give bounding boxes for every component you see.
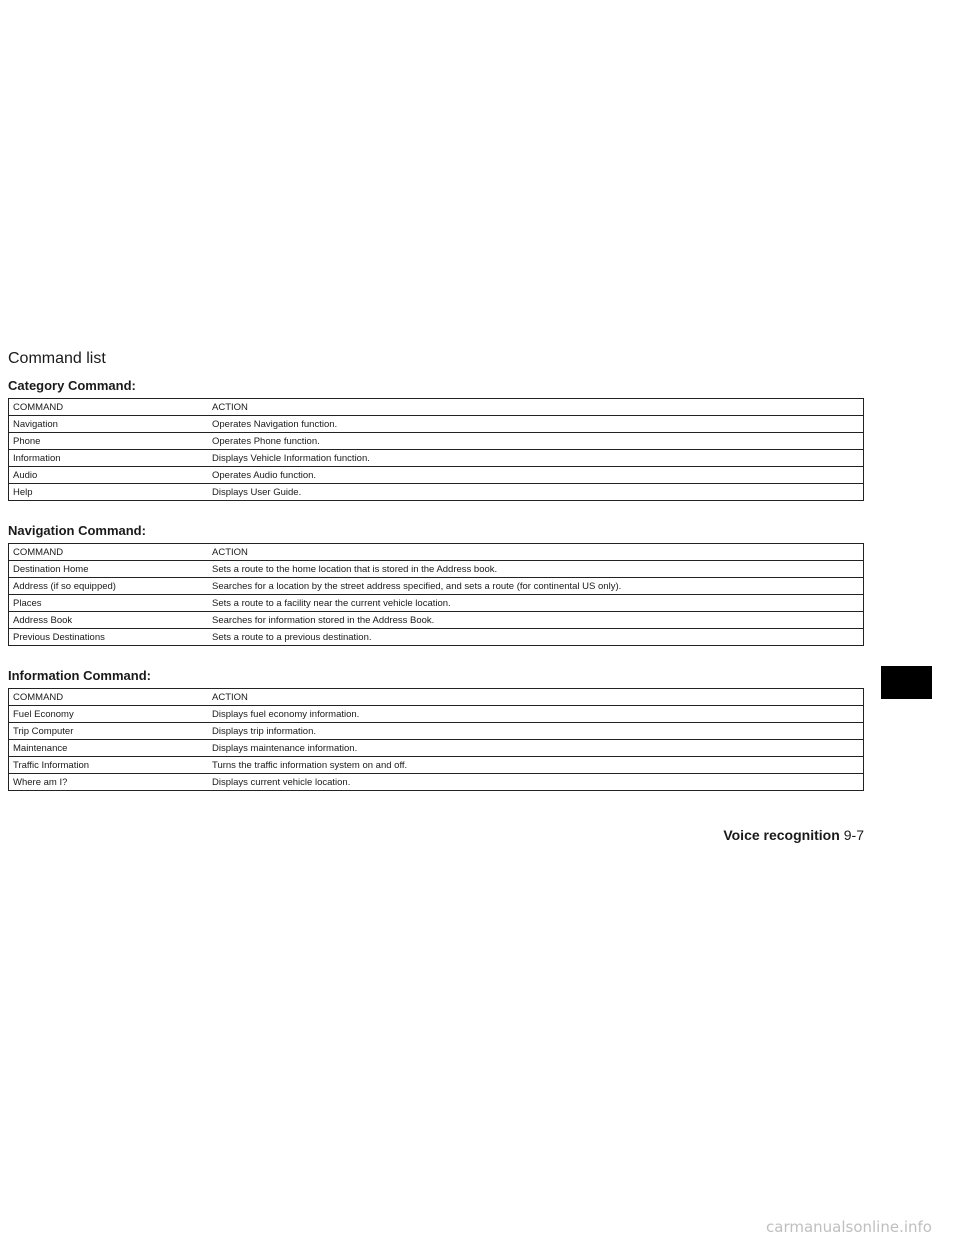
command-cell: Phone bbox=[9, 433, 209, 450]
command-cell: Information bbox=[9, 450, 209, 467]
footer-chapter: Voice recognition bbox=[723, 827, 840, 843]
header-cell: ACTION bbox=[208, 544, 864, 561]
table-row bbox=[9, 578, 864, 595]
action-cell: Searches for information stored in the Address Book. bbox=[208, 612, 864, 629]
command-cell: Places bbox=[9, 595, 209, 612]
action-cell: Sets a route to a previous destination. bbox=[208, 629, 864, 646]
information-command-table bbox=[8, 688, 864, 791]
command-cell: Where am I? bbox=[9, 774, 209, 791]
table-row bbox=[9, 706, 864, 723]
command-cell: Audio bbox=[9, 467, 209, 484]
footer-page-number: 9-7 bbox=[843, 827, 864, 843]
page-title: Command list bbox=[8, 350, 106, 367]
command-cell: Address Book bbox=[9, 612, 209, 629]
action-cell: Displays User Guide. bbox=[208, 484, 864, 501]
command-cell: Address (if so equipped) bbox=[9, 578, 209, 595]
table-row bbox=[9, 757, 864, 774]
table-row bbox=[9, 612, 864, 629]
action-cell: Operates Audio function. bbox=[208, 467, 864, 484]
table-row bbox=[9, 723, 864, 740]
action-cell: Turns the traffic information system on and off. bbox=[208, 757, 864, 774]
action-cell: Sets a route to a facility near the current vehicle location. bbox=[208, 595, 864, 612]
action-cell: Displays Vehicle Information function. bbox=[208, 450, 864, 467]
action-cell: Operates Phone function. bbox=[208, 433, 864, 450]
action-cell: Operates Navigation function. bbox=[208, 416, 864, 433]
table-row bbox=[9, 595, 864, 612]
chapter-tab-marker bbox=[881, 666, 932, 699]
table-row bbox=[9, 433, 864, 450]
command-cell: Maintenance bbox=[9, 740, 209, 757]
command-cell: Navigation bbox=[9, 416, 209, 433]
page-footer bbox=[723, 827, 864, 843]
watermark: carmanualsonline.info bbox=[766, 1218, 932, 1236]
section-heading-category: Category Command: bbox=[8, 378, 136, 393]
category-command-table bbox=[8, 398, 864, 501]
table-header-row bbox=[9, 689, 864, 706]
navigation-command-table bbox=[8, 543, 864, 646]
action-cell: Displays fuel economy information. bbox=[208, 706, 864, 723]
command-cell: Previous Destinations bbox=[9, 629, 209, 646]
header-cell: COMMAND bbox=[9, 689, 209, 706]
action-cell: Displays current vehicle location. bbox=[208, 774, 864, 791]
header-cell: ACTION bbox=[208, 399, 864, 416]
table-header-row bbox=[9, 544, 864, 561]
table-row bbox=[9, 774, 864, 791]
section-heading-navigation: Navigation Command: bbox=[8, 523, 146, 538]
table-row bbox=[9, 740, 864, 757]
command-cell: Help bbox=[9, 484, 209, 501]
header-cell: COMMAND bbox=[9, 544, 209, 561]
table-header-row bbox=[9, 399, 864, 416]
command-cell: Destination Home bbox=[9, 561, 209, 578]
action-cell: Sets a route to the home location that is stored in the Address book. bbox=[208, 561, 864, 578]
header-cell: ACTION bbox=[208, 689, 864, 706]
command-cell: Trip Computer bbox=[9, 723, 209, 740]
section-heading-information: Information Command: bbox=[8, 668, 151, 683]
action-cell: Searches for a location by the street address specified, and sets a route (for continental US only). bbox=[208, 578, 864, 595]
table-row bbox=[9, 450, 864, 467]
table-row bbox=[9, 467, 864, 484]
command-cell: Fuel Economy bbox=[9, 706, 209, 723]
table-row bbox=[9, 416, 864, 433]
action-cell: Displays trip information. bbox=[208, 723, 864, 740]
action-cell: Displays maintenance information. bbox=[208, 740, 864, 757]
table-row bbox=[9, 629, 864, 646]
header-cell: COMMAND bbox=[9, 399, 209, 416]
command-cell: Traffic Information bbox=[9, 757, 209, 774]
table-row bbox=[9, 484, 864, 501]
table-row bbox=[9, 561, 864, 578]
